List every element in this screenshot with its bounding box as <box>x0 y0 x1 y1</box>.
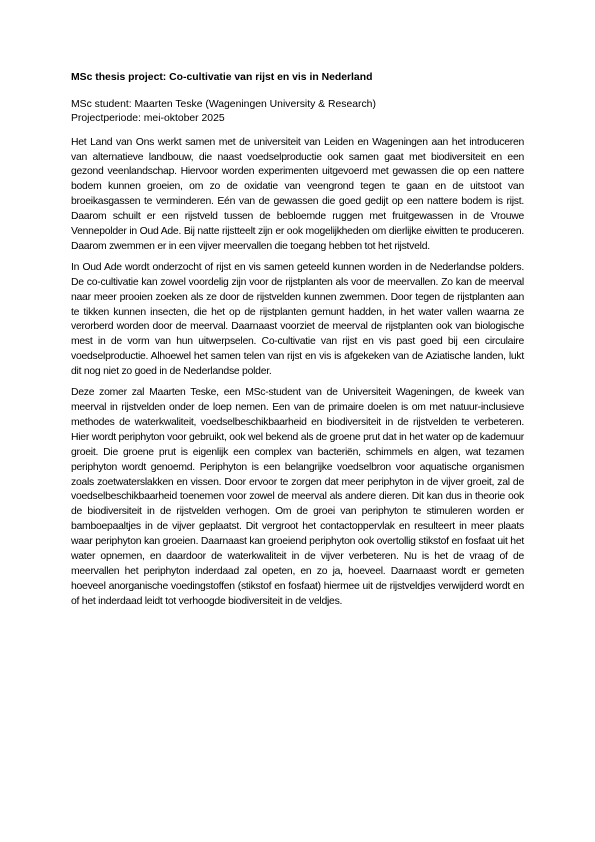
paragraph-oud-ade: In Oud Ade wordt onderzocht of rijst en vis samen geteeld kunnen worden in de Nederlandse polders. De co-cultivatie kan zowel voordelig zijn voor de rijstplanten als voor de meervallen. Zo kan de meerval naar meer prooien zoeken als ze door de rijstvelden kunnen zwemmen. Door tegen de rijstplanten aan te tikken kunnen insecten, die het op de rijstplanten gemunt hadden, in het water vallen waarna ze verorberd worden door de meerval. Daarnaast voorziet de meerval de rijstplanten ook van biologische mest in de vorm van hun uitwerpselen. Co-cultivatie van rijst en vis past goed bij een circulaire voedselproductie. Alhoewel het samen telen van rijst en vis is afgekeken van de Aziatische landen, lukt dit nog niet zo goed in de Nederlandse polder. <box>71 261 524 378</box>
document-page <box>71 71 524 616</box>
student-line: MSc student: Maarten Teske (Wageningen University & Research) <box>71 99 376 110</box>
paragraph-research: Deze zomer zal Maarten Teske, een MSc-student van de Universiteit Wageningen, de kweek van meerval in rijstvelden onder de loep nemen. Een van de primaire doelen is om met natuur-inclusieve methodes de waterkwaliteit, voedselbeschikbaarheid en biodiversiteit in de rijstvelden te verbeteren. Hier wordt periphyton voor gebruikt, ook wel bekend als de groene prut dat in het water op de kademuur groeit. Die groene prut is eigenlijk een complex van bacteriën, schimmels en algen, wat tezamen periphyton wordt genoemd. Periphyton is een belangrijke voedselbron voor aquatische organismen zoals zoetwaterslakken en vissen. Door ervoor te zorgen dat meer periphyton in de vijver groeit, zal de voedselbeschikbaarheid toenemen voor zowel de meerval als andere dieren. Dit kan dus in theorie ook de biodiversiteit in de rijstvelden verhogen. Om de groei van periphyton te stimuleren worden er bamboepaaltjes in de vijver geplaatst. Dit vergroot het contactoppervlak en resulteert in meer plaats waar periphyton kan groeien. Daarnaast kan groeiend periphyton ook overtollig stikstof en fosfaat uit het water opnemen, en daardoor de waterkwaliteit in de vijver verbeteren. Nu is het de vraag of de meervallen het periphyton inderdaad zal opeten, en zo ja, hoeveel. Daarnaast wordt er gemeten hoeveel anorganische voedingstoffen (stikstof en fosfaat) hiermee uit de rijstveldjes verwijderd wordt en of het inderdaad leidt tot verhoogde biodiversiteit in de veldjes. <box>71 387 524 607</box>
document-title: MSc thesis project: Co-cultivatie van rijst en vis in Nederland <box>71 72 373 83</box>
paragraph-intro: Het Land van Ons werkt samen met de universiteit van Leiden en Wageningen aan het introduceren van alternatieve landbouw, die naast voedselproductie ook samen gaat met biodiversiteit en een gezond veenlandschap. Hiervoor worden experimenten uitgevoerd met gewassen die op een nattere bodem kunnen groeien, om zo de oxidatie van veengrond tegen te gaan en de uitstoot van broeikasgassen te verminderen. Eén van de gewassen die goed gedijt op een nattere bodem is rijst. Daarom schuilt er een rijstveld tussen de bebloemde ruggen met fruitgewassen in de Vrouwe Vennepolder in Oud Ade. Bij natte rijstteelt zijn er ook mogelijkheden om dierlijke eiwitten te produceren. Daarom zwemmen er in een vijver meervallen die toegang hebben tot het rijstveld. <box>71 136 524 252</box>
period-line: Projectperiode: mei-oktober 2025 <box>71 113 225 125</box>
document-meta <box>71 98 524 127</box>
